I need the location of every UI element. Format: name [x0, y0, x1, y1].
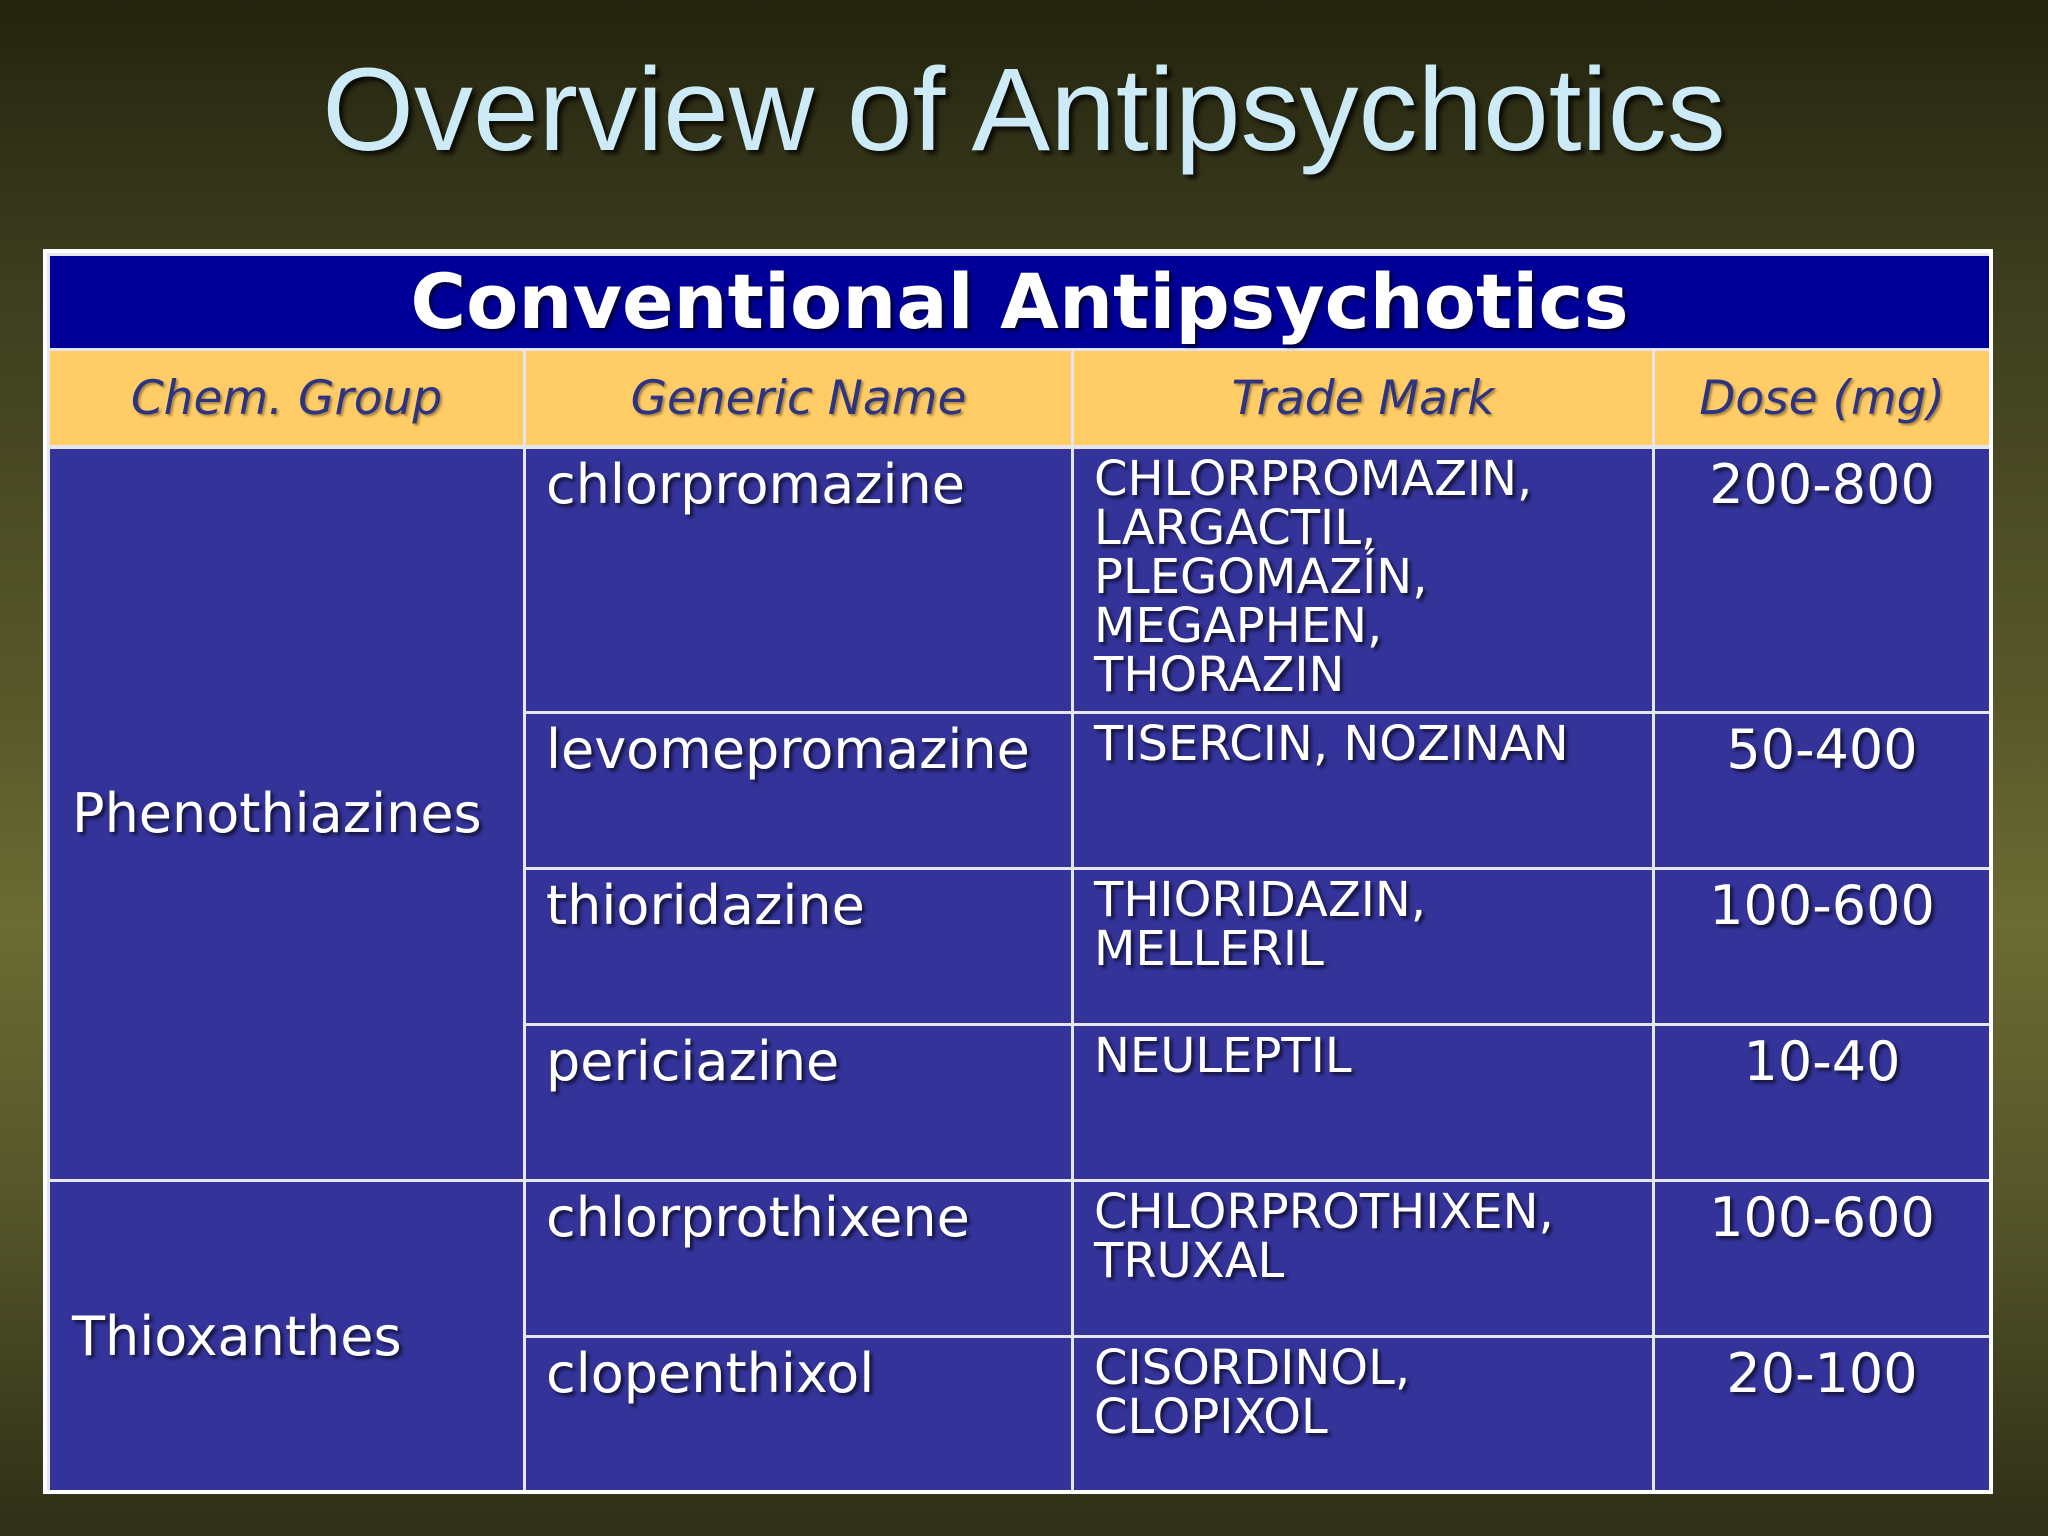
dose-cell: 10-40 — [1654, 1024, 1991, 1180]
dose-cell: 50-400 — [1654, 712, 1991, 868]
header-trade-mark: Trade Mark — [1073, 350, 1654, 448]
chem-group-cell: Thioxanthes — [49, 1180, 525, 1492]
header-chem-group: Chem. Group — [49, 350, 525, 448]
trade-mark-cell — [1073, 868, 1654, 1024]
table-grid — [47, 253, 1992, 1494]
table-row — [49, 447, 1991, 712]
trade-mark-line: CISORDINOL, — [1094, 1339, 1411, 1396]
trade-mark-line: TRUXAL — [1094, 1232, 1285, 1289]
generic-name-cell: chlorpromazine — [525, 447, 1073, 712]
trade-mark-line: NEULEPTIL — [1094, 1027, 1352, 1084]
trade-mark-line: MELLERIL — [1094, 920, 1324, 977]
trade-mark-cell — [1073, 1336, 1654, 1492]
header-generic-name: Generic Name — [525, 350, 1073, 448]
generic-name-cell: levomepromazine — [525, 712, 1073, 868]
generic-name-cell: chlorprothixene — [525, 1180, 1073, 1336]
trade-mark-line: TISERCIN, NOZINAN — [1094, 715, 1569, 772]
chem-group-cell: Phenothiazines — [49, 447, 525, 1180]
slide-title: Overview of Antipsychotics — [322, 44, 1726, 176]
trade-mark-line: CLOPIXOL — [1094, 1388, 1328, 1445]
trade-mark-line: LARGACTIL, — [1094, 500, 1377, 556]
table-row — [49, 1180, 1991, 1336]
generic-name-cell: periciazine — [525, 1024, 1073, 1180]
generic-name-cell: clopenthixol — [525, 1336, 1073, 1492]
table-banner: Conventional Antipsychotics — [49, 255, 1991, 350]
generic-name-cell: thioridazine — [525, 868, 1073, 1024]
trade-mark-cell — [1073, 712, 1654, 868]
dose-cell: 200-800 — [1654, 447, 1991, 712]
dose-cell: 20-100 — [1654, 1336, 1991, 1492]
trade-mark-line: CHLORPROMAZIN, — [1094, 451, 1533, 507]
antipsychotics-table — [43, 249, 1993, 1494]
trade-mark-line: THORAZIN — [1094, 647, 1345, 703]
banner-row — [49, 255, 1991, 350]
dose-cell: 100-600 — [1654, 868, 1991, 1024]
trade-mark-cell — [1073, 1024, 1654, 1180]
trade-mark-cell — [1073, 1180, 1654, 1336]
trade-mark-line: PLEGOMAZÍN, — [1094, 549, 1428, 605]
trade-mark-line: CHLORPROTHIXEN, — [1094, 1183, 1554, 1240]
dose-cell: 100-600 — [1654, 1180, 1991, 1336]
header-row — [49, 350, 1991, 448]
trade-mark-cell — [1073, 447, 1654, 712]
trade-mark-line: THIORIDAZIN, — [1094, 871, 1427, 928]
trade-mark-line: MEGAPHEN, — [1094, 598, 1383, 654]
header-dose: Dose (mg) — [1654, 350, 1991, 448]
